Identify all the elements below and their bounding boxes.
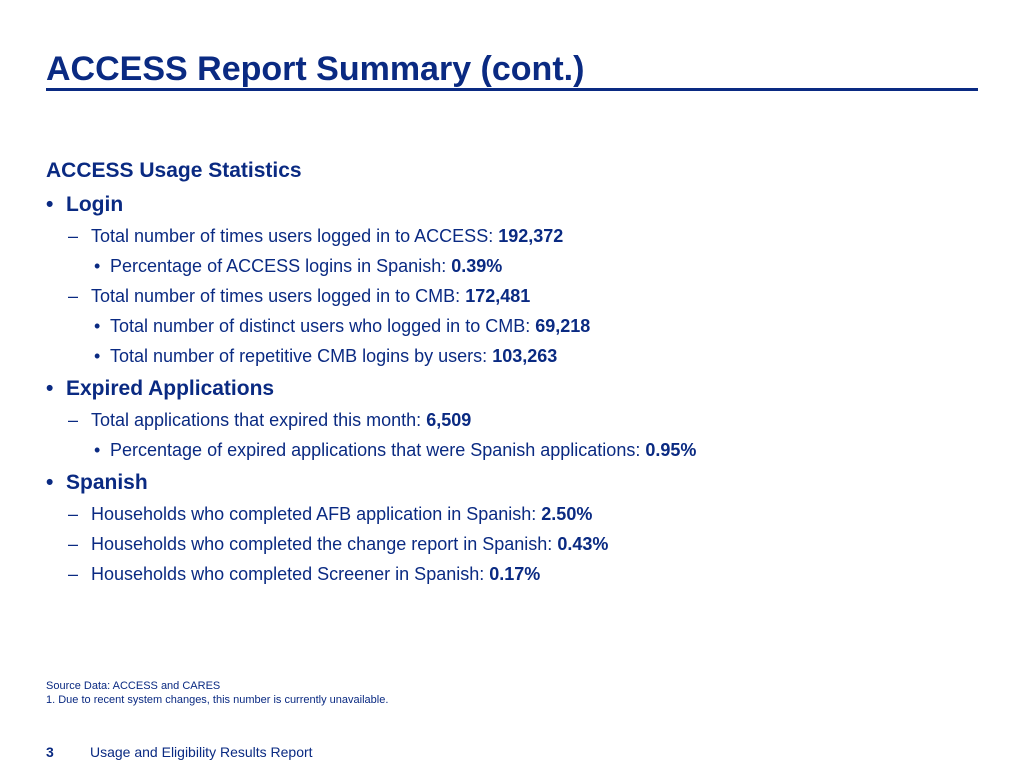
bullet-text <box>110 435 696 465</box>
stat-subitem <box>46 435 986 465</box>
bullet-marker: – <box>68 410 79 430</box>
bullet-text <box>110 251 502 281</box>
report-name: Usage and Eligibility Results Report <box>90 744 313 760</box>
bullet-text <box>110 341 557 371</box>
bullet-marker: • <box>94 440 101 460</box>
bullet-text <box>91 405 471 435</box>
item-label: Total number of times users logged in to ACCESS: <box>91 226 494 246</box>
item-label: Total number of distinct users who logged in to CMB: <box>110 316 531 336</box>
source-note: Source Data: ACCESS and CARES <box>46 680 221 692</box>
stat-subitem <box>46 251 986 281</box>
item-value: 0.17% <box>489 564 541 584</box>
stat-item <box>46 405 986 435</box>
item-label: Households who completed Screener in Spanish: <box>91 564 485 584</box>
item-label: Total number of times users logged in to CMB: <box>91 286 461 306</box>
item-value: 6,509 <box>426 410 472 430</box>
bullet-marker: • <box>94 256 101 276</box>
bullet-text <box>91 499 592 529</box>
bullet-marker: • <box>94 346 101 366</box>
item-value: 69,218 <box>535 316 591 336</box>
item-label: Percentage of ACCESS logins in Spanish: <box>110 256 447 276</box>
item-label: Households who completed the change report in Spanish: <box>91 534 553 554</box>
section-label: Login <box>66 193 124 216</box>
item-label: Total number of repetitive CMB logins by users: <box>110 346 488 366</box>
bullet-marker: – <box>68 226 79 246</box>
stat-item <box>46 281 986 311</box>
item-value: 103,263 <box>492 346 558 366</box>
stat-item <box>46 559 986 589</box>
stat-item <box>46 499 986 529</box>
bullet-text <box>91 559 540 589</box>
bullet-text <box>91 221 563 251</box>
item-label: Total applications that expired this month: <box>91 410 422 430</box>
item-label: Percentage of expired applications that were Spanish applications: <box>110 440 641 460</box>
bullet-marker: • <box>46 377 54 400</box>
footnote-1: 1. Due to recent system changes, this number is currently unavailable. <box>46 694 389 706</box>
bullet-marker: • <box>46 471 54 494</box>
bullet-marker: – <box>68 564 79 584</box>
section-login <box>46 189 986 221</box>
bullet-marker: – <box>68 286 79 306</box>
stat-subitem <box>46 341 986 371</box>
item-value: 2.50% <box>541 504 593 524</box>
item-value: 192,372 <box>498 226 564 246</box>
item-value: 172,481 <box>465 286 531 306</box>
bullet-list <box>46 189 986 589</box>
bullet-marker: • <box>94 316 101 336</box>
stat-subitem <box>46 311 986 341</box>
bullet-text <box>91 281 530 311</box>
bullet-text <box>110 311 590 341</box>
section-label: Expired Applications <box>66 377 275 400</box>
item-value: 0.39% <box>451 256 503 276</box>
section-label: Spanish <box>66 471 148 494</box>
slide-content <box>46 152 986 589</box>
section-heading: ACCESS Usage Statistics <box>46 159 302 182</box>
section-expired-applications <box>46 373 986 405</box>
title-underline <box>46 88 978 91</box>
section-spanish <box>46 467 986 499</box>
stat-item <box>46 221 986 251</box>
stat-item <box>46 529 986 559</box>
bullet-text <box>91 529 608 559</box>
item-label: Households who completed AFB application in Spanish: <box>91 504 537 524</box>
slide-title: ACCESS Report Summary (cont.) <box>46 50 585 88</box>
page-number: 3 <box>46 744 54 760</box>
bullet-marker: – <box>68 534 79 554</box>
bullet-marker: • <box>46 193 54 216</box>
item-value: 0.43% <box>557 534 609 554</box>
footnotes <box>46 679 388 707</box>
bullet-marker: – <box>68 504 79 524</box>
item-value: 0.95% <box>645 440 697 460</box>
slide-footer <box>46 743 313 761</box>
